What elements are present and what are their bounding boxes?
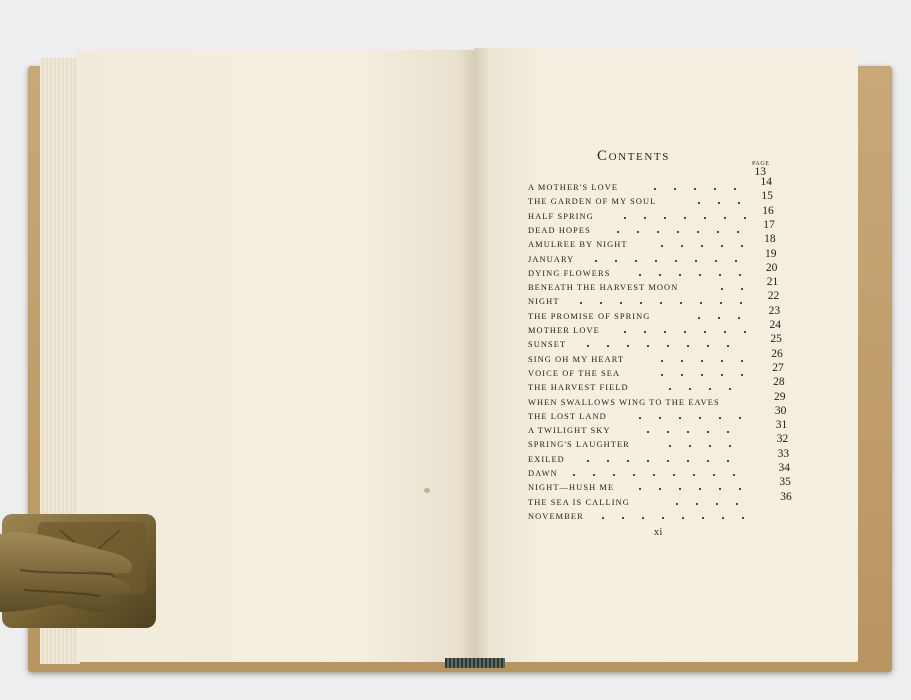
toc-entry-title: NIGHT <box>528 297 560 307</box>
toc-leader-dots <box>645 184 746 194</box>
toc-entry-page: 17 <box>763 218 775 231</box>
toc-entry <box>528 333 790 351</box>
toc-entry <box>528 247 790 266</box>
toc-entry <box>528 476 791 494</box>
toc-leader-dots <box>593 513 746 523</box>
toc-entry-title: DYING FLOWERS <box>528 268 611 278</box>
toc-entry-page: 23 <box>768 304 781 317</box>
toc-entry <box>528 433 790 451</box>
toc-entry-title: HALF SPRING <box>528 211 594 221</box>
toc-entry-page: 33 <box>777 447 790 460</box>
toc-leader-dots <box>608 227 746 237</box>
toc-leader-dots <box>630 270 746 280</box>
toc-leader-dots <box>630 484 746 494</box>
toc-entry-title: AMULREE BY NIGHT <box>528 240 628 250</box>
toc-entry-page: 24 <box>769 319 781 331</box>
toc-entry <box>528 218 790 237</box>
toc-entry <box>528 304 790 323</box>
toc-entry-title: NOVEMBER <box>528 511 584 521</box>
toc-leader-dots <box>739 399 746 409</box>
toc-entry-title: VOICE OF THE SEA <box>528 368 621 378</box>
toc-entry <box>528 404 790 423</box>
toc-entry-page: 28 <box>773 376 785 389</box>
toc-entry-page: 35 <box>779 476 791 489</box>
toc-entry-page: 30 <box>774 404 787 417</box>
toc-leader-dots <box>712 284 746 294</box>
toc-entry-page: 21 <box>766 276 779 289</box>
toc-leader-dots <box>578 456 746 466</box>
toc-entry-title: THE HARVEST FIELD <box>528 383 629 393</box>
toc-leader-dots <box>689 313 746 323</box>
toc-entry-page: 26 <box>771 347 783 360</box>
page-folio: xi <box>654 527 663 538</box>
toc-entry <box>528 361 790 380</box>
toc-leader-dots <box>638 427 746 437</box>
toc-leader-dots <box>571 298 746 308</box>
toc-entry-title: THE PROMISE OF SPRING <box>528 311 651 321</box>
toc-leader-dots <box>630 413 746 423</box>
toc-entry <box>528 261 790 280</box>
toc-entry-page: 19 <box>765 247 777 260</box>
toc-entry-page: 20 <box>765 261 778 274</box>
toc-entry-title: THE GARDEN OF MY SOUL <box>528 197 657 207</box>
toc-entry <box>528 390 790 409</box>
toc-entry <box>528 376 790 394</box>
toc-leader-dots <box>564 470 746 480</box>
contents-heading: Contents <box>597 148 670 164</box>
toc-entry-page: 32 <box>776 433 789 446</box>
toc-leader-dots <box>652 241 746 251</box>
toc-entry <box>528 190 790 208</box>
toc-leader-dots <box>578 341 746 351</box>
toc-entry <box>528 276 790 294</box>
toc-entry-page: 29 <box>774 390 786 403</box>
toc-leader-dots <box>615 327 746 337</box>
toc-leader-dots <box>660 384 746 394</box>
toc-entry-title: SING OH MY HEART <box>528 354 625 364</box>
toc-leader-dots <box>615 213 746 223</box>
toc-entry <box>528 290 790 308</box>
toc-entry-page: 25 <box>770 333 782 346</box>
toc-entry-page: 22 <box>767 290 780 303</box>
toc-entry-page: 14 <box>760 176 772 188</box>
toc-leader-dots <box>689 198 746 208</box>
toc-leader-dots <box>652 356 746 366</box>
toc-entry <box>528 462 790 480</box>
toc-leader-dots <box>586 256 746 266</box>
toc-entry <box>528 447 790 466</box>
toc-entry-page: 34 <box>778 462 790 474</box>
toc-entry <box>528 347 790 366</box>
toc-leader-dots <box>660 441 746 451</box>
toc-entry <box>528 233 790 251</box>
toc-entry-title: DAWN <box>528 469 558 478</box>
toc-entry <box>528 419 790 437</box>
toc-entry-title: JANUARY <box>528 254 575 264</box>
toc-entry-title: DEAD HOPES <box>528 225 591 235</box>
toc-entry <box>528 204 790 223</box>
toc-entry-title: WHEN SWALLOWS WING TO THE EAVES <box>528 397 720 407</box>
page-column-label: PAGE <box>752 161 770 167</box>
toc-leader-dots <box>667 499 746 509</box>
toc-entry-title: THE SEA IS CALLING <box>528 497 630 507</box>
toc-entry-title: EXILED <box>528 454 565 464</box>
toc-entry-title: A MOTHER'S LOVE <box>528 183 619 192</box>
toc-entry-title: A TWILIGHT SKY <box>528 426 611 436</box>
toc-entry-page: 27 <box>772 361 784 374</box>
toc-entry-title: MOTHER LOVE <box>528 326 600 335</box>
toc-entry-page: 18 <box>764 233 776 246</box>
brass-hand-bookmark <box>0 512 158 630</box>
first-page-number: 13 <box>754 166 766 178</box>
toc-entry <box>528 509 790 523</box>
toc-entry-title: SUNSET <box>528 340 567 350</box>
toc-entry-page: 15 <box>761 190 773 203</box>
toc-entry-page: 31 <box>775 419 788 432</box>
toc-entry-page: 16 <box>762 204 774 217</box>
toc-entry-title: THE LOST LAND <box>528 411 607 421</box>
toc-entry <box>528 490 792 509</box>
toc-entry-title: SPRING'S LAUGHTER <box>528 440 630 450</box>
toc-entry <box>528 319 790 337</box>
toc-leader-dots <box>652 370 746 380</box>
toc-entry-title: BENEATH THE HARVEST MOON <box>528 283 679 293</box>
toc-entry-title: NIGHT—HUSH ME <box>528 483 615 493</box>
toc-entry-page: 36 <box>780 490 792 503</box>
